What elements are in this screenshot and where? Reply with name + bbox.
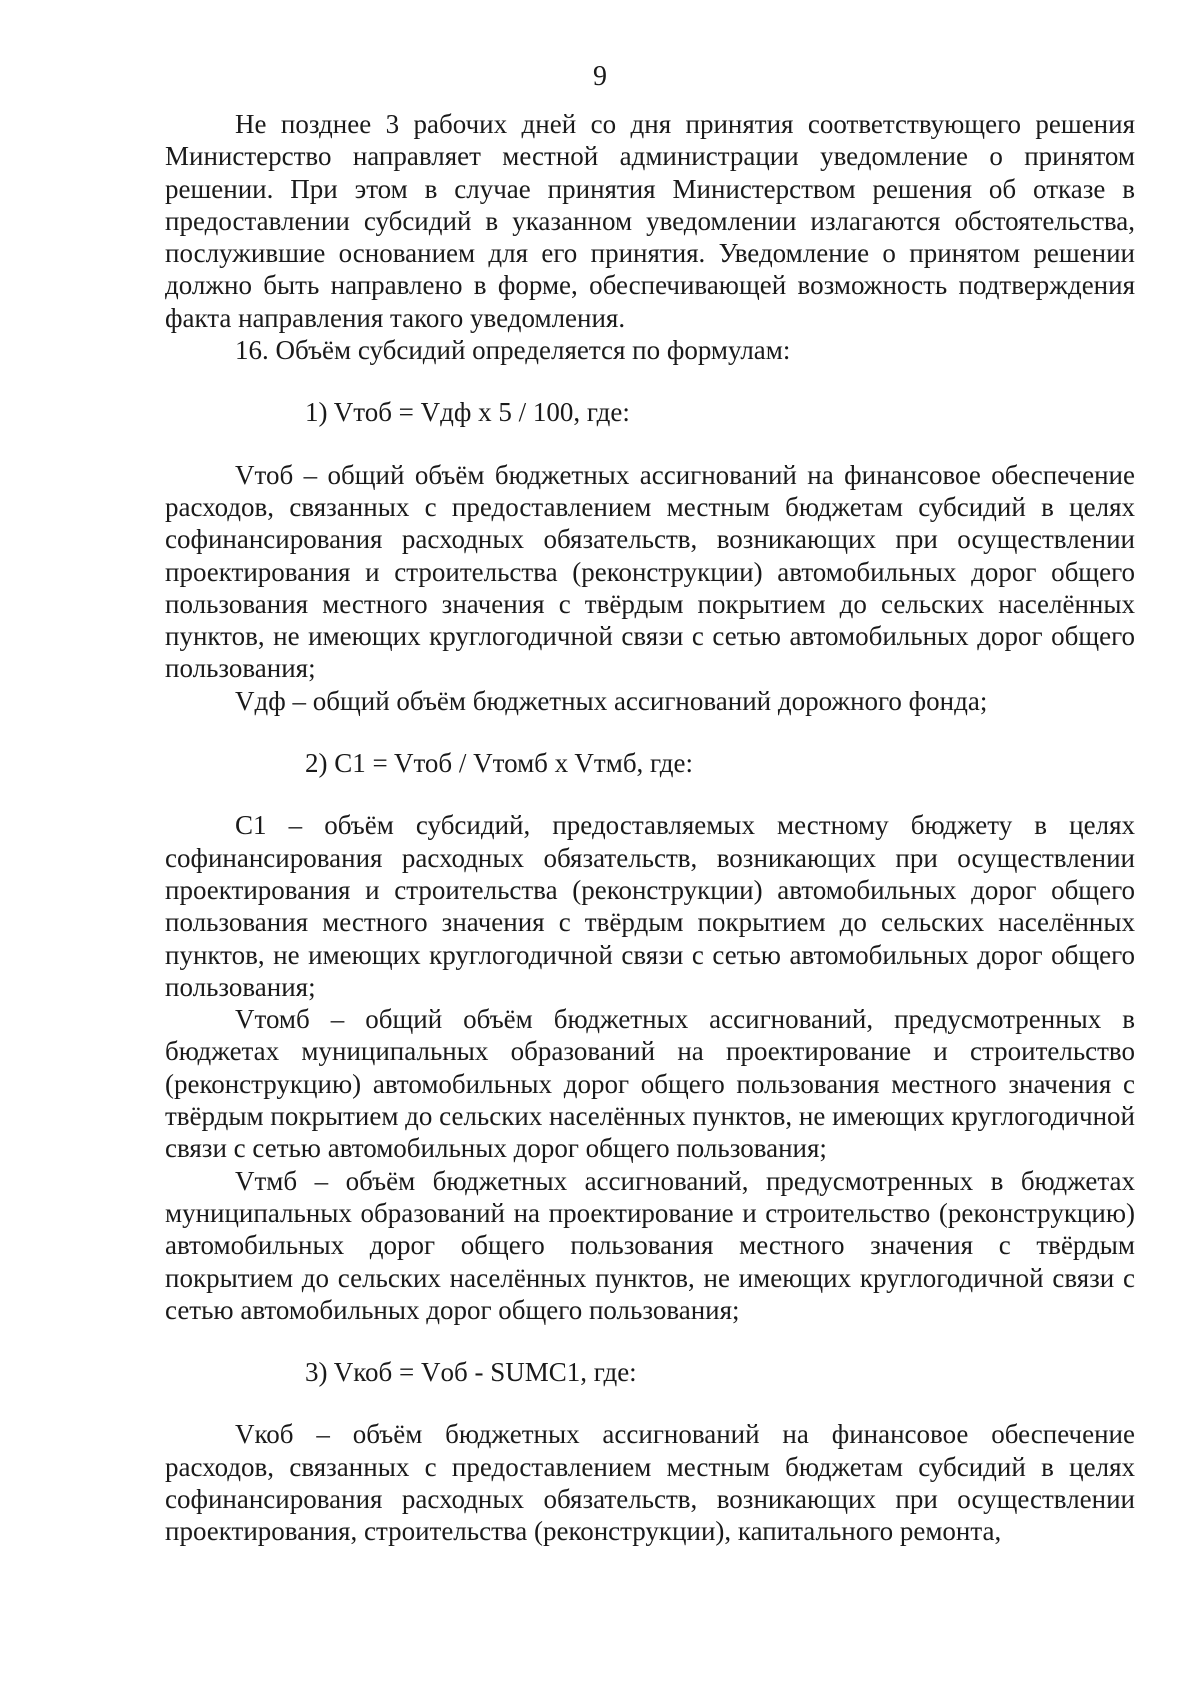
page-number: 9 [593, 61, 607, 92]
paragraph-vtomb-definition: Vтомб – общий объём бюджетных ассигнований, предусмотренных в бюджетах муниципальных образований на проектирование и строительство (реконструкцию) автомобильных дорог общего пользования местного значения с твёрдым покрытием до сельских населённых пунктов, не имеющих круглогодичной связи с сетью автомобильных дорог общего пользования; [165, 1004, 1135, 1164]
paragraph-vtob-definition: Vтоб – общий объём бюджетных ассигнований на финансовое обеспечение расходов, связанных с предоставлением местным бюджетам субсидий в целях софинансирования расходных обязательств, возникающих при осуществлении проектирования и строительства (реконструкции) автомобильных дорог общего пользования местного значения с твёрдым покрытием до сельских населённых пунктов, не имеющих круглогодичной связи с сетью автомобильных дорог общего пользования; [165, 459, 1135, 684]
paragraph-subsidy-volume-intro: 16. Объём субсидий определяется по формулам: [235, 335, 791, 366]
formula-2: 2) C1 = Vтоб / Vтомб x Vтмб, где: [305, 748, 694, 779]
formula-3: 3) Vкоб = Vоб - SUMC1, где: [305, 1357, 637, 1388]
paragraph-vtmb-definition: Vтмб – объём бюджетных ассигнований, предусмотренных в бюджетах муниципальных образований на проектирование и строительство (реконструкцию) автомобильных дорог общего пользования местного значения с твёрдым покрытием до сельских населённых пунктов, не имеющих круглогодичной связи с сетью автомобильных дорог общего пользования; [165, 1165, 1135, 1325]
formula-1: 1) Vтоб = Vдф x 5 / 100, где: [305, 397, 630, 428]
document-body [165, 108, 1135, 1548]
paragraph-c1-definition: C1 – объём субсидий, предоставляемых местному бюджету в целях софинансирования расходных обязательств, возникающих при осуществлении проектирования и строительства (реконструкции) автомобильных дорог общего пользования местного значения с твёрдым покрытием до сельских населённых пунктов, не имеющих круглогодичной связи с сетью автомобильных дорог общего пользования; [165, 810, 1135, 1002]
paragraph-notification-deadline: Не позднее 3 рабочих дней со дня принятия соответствующего решения Министерство направляет местной администрации уведомление о принятом решении. При этом в случае принятия Министерством решения об отказе в предоставлении субсидий в указанном уведомлении излагаются обстоятельства, послужившие основанием для его принятия. Уведомление о принятом решении должно быть направлено в форме, обеспечивающей возможность подтверждения факта направления такого уведомления. [165, 109, 1135, 333]
paragraph-vkob-definition: Vкоб – объём бюджетных ассигнований на финансовое обеспечение расходов, связанных с предоставлением местным бюджетам субсидий в целях софинансирования расходных обязательств, возникающих при осуществлении проектирования, строительства (реконструкции), капитального ремонта, [165, 1419, 1135, 1547]
paragraph-vdf-definition: Vдф – общий объём бюджетных ассигнований дорожного фонда; [235, 685, 988, 716]
